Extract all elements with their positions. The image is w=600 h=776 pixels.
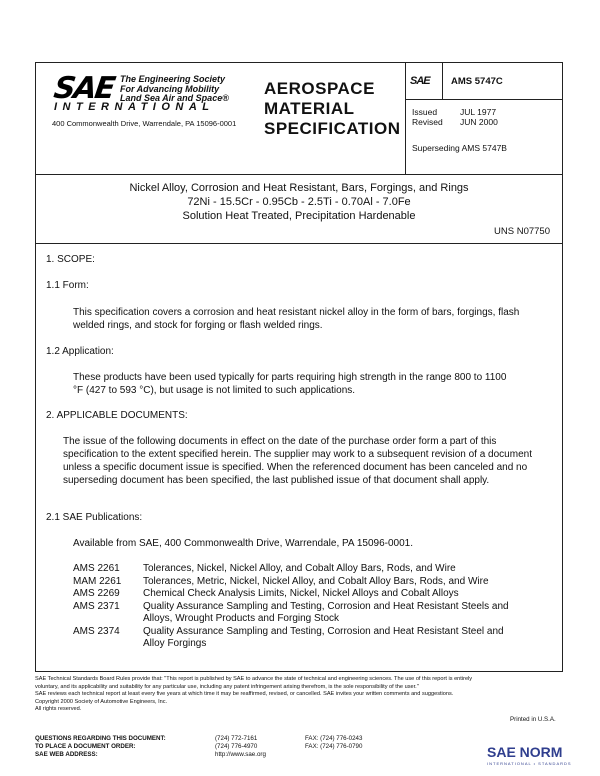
material-title: [36, 181, 562, 223]
title-line: AEROSPACE: [264, 79, 375, 98]
document-code: AMS 2269: [73, 588, 120, 599]
contact-fax: FAX: (724) 776-0790: [305, 743, 363, 750]
footer-line: voluntary, and its applicability and suitability for any particular use, including any patent infringement arising therefrom, is the sole responsibility of the user.": [35, 683, 419, 690]
contact-row: [35, 735, 455, 743]
legal-footer: [35, 676, 563, 714]
contact-label: TO PLACE A DOCUMENT ORDER:: [35, 743, 136, 750]
title-divider: [36, 243, 562, 244]
sae-norm-subtitle: INTERNATIONAL • STANDARDS: [487, 761, 572, 766]
issue-dates: [412, 107, 498, 127]
society-line: For Advancing Mobility: [120, 83, 220, 94]
revised-value: JUN 2000: [460, 117, 498, 127]
international-label: INTERNATIONAL: [54, 101, 215, 113]
spec-page: [35, 62, 563, 672]
document-code: AMS 2261: [73, 563, 120, 574]
sae-small-logo: SAE: [410, 75, 430, 87]
document-reference: [73, 626, 523, 651]
printed-in: Printed in U.S.A.: [510, 716, 556, 723]
contact-row: [35, 743, 455, 751]
title-line-2: 72Ni - 15.5Cr - 0.95Cb - 2.5Ti - 0.70Al - 7.0Fe: [187, 196, 411, 208]
section-heading: 1.2 Application:: [46, 346, 114, 357]
society-line: Land Sea Air and Space®: [120, 93, 229, 104]
section-heading: 2.1 SAE Publications:: [46, 512, 143, 523]
contact-fax: FAX: (724) 776-0243: [305, 735, 363, 742]
issued-label: Issued: [412, 107, 438, 117]
contact-phone: (724) 776-4970: [215, 743, 258, 750]
society-line: The Engineering Society: [120, 74, 226, 84]
sae-logo: SAE: [51, 71, 116, 106]
document-title: Tolerances, Metric, Nickel, Nickel Alloy, and Cobalt Alloy Bars, Rods, and Wire: [143, 575, 489, 587]
document-code: AMS 2374: [73, 625, 120, 637]
revised-label: Revised: [412, 117, 443, 127]
copyright: Copyright 2000 Society of Automotive Engineers, Inc.: [35, 698, 168, 705]
footer-line: SAE reviews each technical report at least every five years at which time it may be reaffirmed, revised, or cancelled. SAE invites your written comments and suggestions.: [35, 691, 454, 698]
title-line-3: Solution Heat Treated, Precipitation Hardenable: [182, 210, 416, 222]
title-line-1: Nickel Alloy, Corrosion and Heat Resistant, Bars, Forgings, and Rings: [129, 182, 469, 194]
footer-line: SAE Technical Standards Board Rules provide that: "This report is published by SAE to advance the state of technical and engineering sciences. The use of this report is entirely: [35, 676, 473, 682]
section-paragraph: This specification covers a corrosion and heat resistant nickel alloy in the form of bars, forgings, flash welded rings, and stock for forging or flash welded rings.: [73, 307, 520, 331]
issued-value: JUL 1977: [460, 107, 497, 117]
document-reference: [73, 601, 523, 626]
superseding-note: Superseding AMS 5747B: [412, 143, 507, 153]
document-reference: [73, 588, 523, 601]
contact-fax: [305, 751, 425, 759]
rights-reserved: All rights reserved.: [35, 706, 82, 713]
document-title: Tolerances, Nickel, Nickel Alloy, and Cobalt Alloy Bars, Rods, and Wire: [143, 563, 456, 574]
document-title: Quality Assurance Sampling and Testing, Corrosion and Heat Resistant Steels and Alloys, Wrought Products and Forging Stock: [143, 600, 509, 624]
contact-table: [35, 735, 455, 759]
document-code: AMS 2371: [73, 600, 120, 612]
spec-box-divider: [442, 63, 443, 100]
document-title: Chemical Check Analysis Limits, Nickel, Nickel Alloys and Cobalt Alloys: [143, 588, 459, 599]
sae-address: 400 Commonwealth Drive, Warrendale, PA 15096-0001: [52, 119, 237, 128]
sae-logo-block: [50, 71, 270, 134]
sae-norm-watermark: [487, 744, 572, 766]
sae-norm-text: SAE NORM: [487, 744, 563, 760]
spec-number-box: [406, 63, 562, 100]
document-reference: [73, 576, 523, 589]
section-heading: 1.1 Form:: [46, 280, 89, 291]
web-address-link[interactable]: http://www.sae.org: [215, 751, 266, 758]
contact-label: QUESTIONS REGARDING THIS DOCUMENT:: [35, 735, 166, 742]
contact-label: SAE WEB ADDRESS:: [35, 751, 98, 758]
document-reference: [73, 563, 523, 576]
spec-number: AMS 5747C: [451, 76, 503, 87]
header-block: [36, 63, 562, 175]
title-line: SPECIFICATION: [264, 119, 401, 138]
contact-phone: (724) 772-7161: [215, 735, 258, 742]
section-paragraph: These products have been used typically for parts requiring high strength in the range 800 to 1100 °F (427 to 593 °C), but usage is not limited to such applications.: [73, 372, 507, 396]
document-title: Quality Assurance Sampling and Testing, Corrosion and Heat Resistant Steel and Alloy Forgings: [143, 625, 504, 649]
uns-number: UNS N07750: [494, 226, 550, 237]
document-type-title: [264, 79, 401, 139]
section-paragraph: The issue of the following documents in effect on the date of the purchase order form a part of this specification to the extent specified herein. The supplier may work to a subsequent revision of a document unless a specific document issue is specified. When the referenced document has been canceled and no superseding document has been specified, the last published issue of that document shall apply.: [63, 436, 532, 486]
section-heading: 1. SCOPE:: [46, 254, 95, 265]
section-heading: 2. APPLICABLE DOCUMENTS:: [46, 410, 188, 421]
contact-row: [35, 751, 455, 759]
title-line: MATERIAL: [264, 99, 355, 118]
section-paragraph: Available from SAE, 400 Commonwealth Drive, Warrendale, PA 15096-0001.: [73, 538, 413, 549]
society-tagline: [120, 75, 229, 104]
document-code: MAM 2261: [73, 575, 122, 587]
